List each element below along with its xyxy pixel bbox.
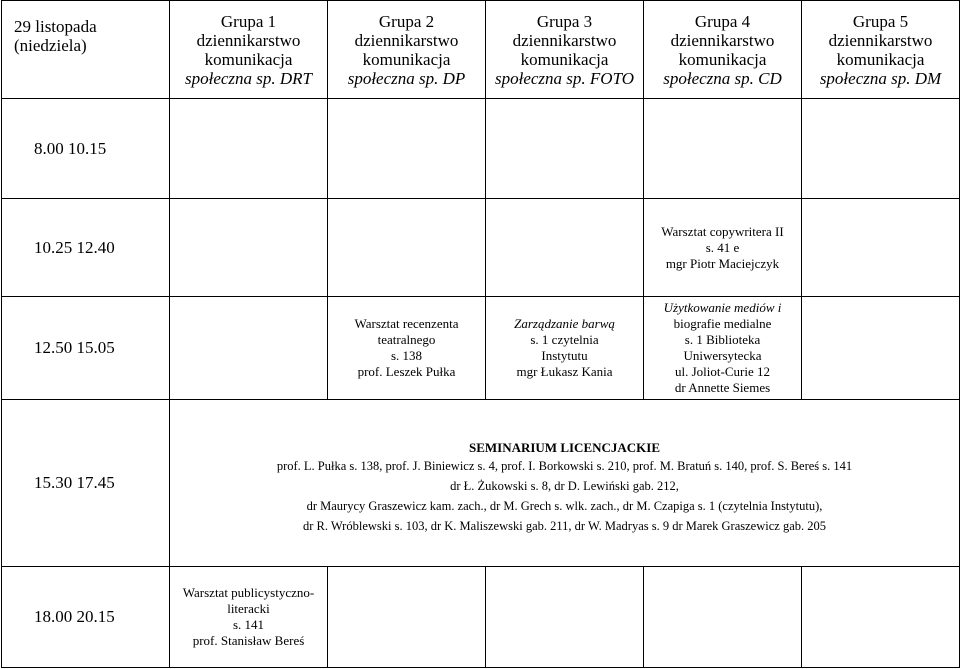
weekday-line: (niedziela) — [14, 36, 87, 55]
class-room: Uniwersytecka — [683, 348, 762, 363]
class-address: ul. Joliot-Curie 12 — [675, 364, 770, 379]
class-title: teatralnego — [377, 332, 436, 347]
empty-cell — [170, 99, 328, 199]
time-cell: 8.00 10.15 — [2, 99, 170, 199]
empty-cell — [170, 199, 328, 297]
empty-cell — [802, 297, 960, 400]
class-cell — [644, 199, 802, 297]
group-line: dziennikarstwo — [828, 30, 933, 50]
class-room: s. 141 — [232, 617, 265, 632]
empty-cell — [328, 567, 486, 668]
empty-cell — [170, 297, 328, 400]
class-teacher: prof. Leszek Pułka — [357, 364, 456, 379]
time-cell: 12.50 15.05 — [2, 297, 170, 400]
group-spec: społeczna sp. DP — [347, 68, 466, 88]
slot-row-4 — [2, 400, 960, 567]
class-title: Zarządzanie barwą — [514, 316, 615, 331]
group-line: komunikacja — [678, 49, 767, 69]
empty-cell — [802, 199, 960, 297]
group-name: Grupa 4 — [694, 11, 751, 31]
class-cell — [486, 297, 644, 400]
group-header-1 — [170, 1, 328, 99]
empty-cell — [486, 567, 644, 668]
class-title: Warsztat copywritera II — [661, 223, 784, 239]
class-teacher: mgr Piotr Maciejczyk — [665, 255, 780, 271]
group-line: dziennikarstwo — [354, 30, 459, 50]
group-header-3 — [486, 1, 644, 99]
slot-row-3 — [2, 297, 960, 400]
group-header-5 — [802, 1, 960, 99]
group-line: komunikacja — [204, 49, 293, 69]
group-line: komunikacja — [362, 49, 451, 69]
group-name: Grupa 5 — [852, 11, 909, 31]
class-cell — [644, 297, 802, 400]
class-room: s. 41 e — [705, 239, 740, 255]
group-name: Grupa 1 — [220, 11, 277, 31]
time-cell: 15.30 17.45 — [2, 400, 170, 567]
class-room: s. 138 — [390, 348, 423, 363]
empty-cell — [486, 199, 644, 297]
header-row — [2, 1, 960, 99]
class-title: Warsztat publicystyczno- — [182, 585, 315, 600]
time-cell: 10.25 12.40 — [2, 199, 170, 297]
class-title: biografie medialne — [673, 316, 772, 331]
class-teacher: mgr Łukasz Kania — [516, 364, 613, 379]
empty-cell — [644, 567, 802, 668]
group-line: dziennikarstwo — [670, 30, 775, 50]
date-line: 29 listopada — [14, 17, 97, 36]
group-spec: społeczna sp. FOTO — [495, 68, 634, 88]
group-line: komunikacja — [520, 49, 609, 69]
class-cell — [170, 567, 328, 668]
class-title: Warsztat recenzenta — [354, 316, 459, 331]
seminar-line: dr Ł. Żukowski s. 8, dr D. Lewiński gab. 212, — [450, 479, 679, 493]
class-cell — [328, 297, 486, 400]
group-spec: społeczna sp. DRT — [184, 68, 313, 88]
time-cell: 18.00 20.15 — [2, 567, 170, 668]
class-title: Użytkowanie mediów i — [663, 300, 782, 315]
group-name: Grupa 3 — [536, 11, 593, 31]
class-title: literacki — [227, 601, 270, 616]
class-teacher: dr Annette Siemes — [674, 380, 771, 395]
class-teacher: prof. Stanisław Bereś — [192, 633, 305, 648]
seminar-title: SEMINARIUM LICENCJACKIE — [468, 440, 661, 455]
seminar-cell — [170, 400, 960, 567]
empty-cell — [328, 99, 486, 199]
class-room: s. 1 Biblioteka — [684, 332, 761, 347]
empty-cell — [328, 199, 486, 297]
group-line: komunikacja — [836, 49, 925, 69]
slot-row-2 — [2, 199, 960, 297]
class-room: s. 1 czytelnia — [530, 332, 599, 347]
group-line: dziennikarstwo — [196, 30, 301, 50]
group-line: dziennikarstwo — [512, 30, 617, 50]
date-cell — [2, 1, 170, 99]
empty-cell — [644, 99, 802, 199]
schedule-table — [1, 0, 960, 668]
seminar-line: prof. L. Pułka s. 138, prof. J. Biniewicz s. 4, prof. I. Borkowski s. 210, prof. M. Bratuń s. 140, prof. S. Bereś s. 141 — [276, 459, 853, 473]
slot-row-5 — [2, 567, 960, 668]
group-header-4 — [644, 1, 802, 99]
empty-cell — [486, 99, 644, 199]
empty-cell — [802, 99, 960, 199]
group-spec: społeczna sp. CD — [663, 68, 782, 88]
group-spec: społeczna sp. DM — [819, 68, 942, 88]
group-header-2 — [328, 1, 486, 99]
seminar-line: dr R. Wróblewski s. 103, dr K. Maliszewski gab. 211, dr W. Madryas s. 9 dr Marek Graszewicz gab. 205 — [302, 519, 826, 533]
seminar-line: dr Maurycy Graszewicz kam. zach., dr M. Grech s. wlk. zach., dr M. Czapiga s. 1 (czytelnia Instytutu), — [306, 499, 823, 513]
slot-row-1 — [2, 99, 960, 199]
group-name: Grupa 2 — [378, 11, 435, 31]
class-room: Instytutu — [541, 348, 588, 363]
empty-cell — [802, 567, 960, 668]
